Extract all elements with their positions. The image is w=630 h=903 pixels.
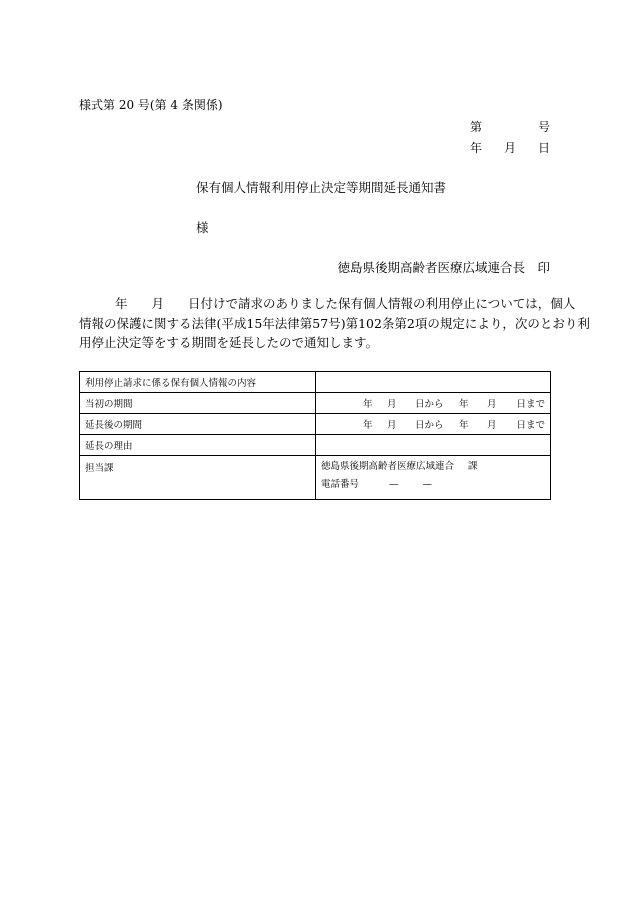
phone-line xyxy=(321,478,545,496)
period-month-end: 月 xyxy=(487,420,497,431)
date-month: 月 xyxy=(503,141,516,155)
table-row xyxy=(80,435,551,456)
phone-label: 電話番号 xyxy=(321,479,360,490)
row-label-initial-period: 当初の期間 xyxy=(80,393,316,414)
phone-dash-1: — xyxy=(389,479,399,490)
period-year-end: 年 xyxy=(459,399,469,410)
period-year-end: 年 xyxy=(459,420,469,431)
department-line xyxy=(321,460,545,478)
department-org: 徳島県後期高齢者医療広域連合 xyxy=(321,461,455,472)
form-label: 様式第 20 号(第 4 条関係) xyxy=(79,98,223,112)
date-year: 年 xyxy=(470,141,483,155)
body-line-1 xyxy=(79,294,576,314)
row-value-initial-period xyxy=(316,393,551,414)
period-from: 日から xyxy=(415,420,444,431)
period-year: 年 xyxy=(363,420,373,431)
addressee: 様 xyxy=(196,220,209,235)
period-month-end: 月 xyxy=(487,399,497,410)
table-row xyxy=(80,414,551,435)
number-prefix: 第 xyxy=(470,120,483,134)
period-month: 月 xyxy=(387,420,397,431)
phone-dash-2: — xyxy=(422,479,433,490)
table-row xyxy=(80,393,551,414)
document-title: 保有個人情報利用停止決定等期間延長通知書 xyxy=(196,180,447,195)
document-date xyxy=(470,139,550,156)
department-suffix: 課 xyxy=(468,461,478,472)
row-label-extended-period: 延長後の期間 xyxy=(80,414,316,435)
row-value-content xyxy=(316,372,551,393)
row-label-reason: 延長の理由 xyxy=(80,435,316,456)
table-row xyxy=(80,372,551,393)
sender: 徳島県後期高齢者医療広域連合長 印 xyxy=(337,260,550,275)
number-suffix: 号 xyxy=(537,120,550,134)
body-month: 月 xyxy=(151,296,165,311)
date-day: 日 xyxy=(537,141,550,155)
row-value-extended-period xyxy=(316,414,551,435)
period-month: 月 xyxy=(387,399,397,410)
period-until: 日まで xyxy=(516,399,545,410)
row-label-department: 担当課 xyxy=(80,456,316,500)
period-year: 年 xyxy=(363,399,373,410)
info-table xyxy=(79,371,551,500)
body-line-2: 情報の保護に関する法律(平成15年法律第57号)第102条第2項の規定により，次のとおり利 xyxy=(79,315,590,331)
row-value-department xyxy=(316,456,551,500)
row-label-content: 利用停止請求に係る保有個人情報の内容 xyxy=(80,372,316,393)
body-text xyxy=(79,294,590,353)
body-line-3: 用停止決定等をする期間を延長したので通知します。 xyxy=(79,335,379,350)
document-number xyxy=(470,118,550,135)
period-from: 日から xyxy=(415,399,444,410)
table-row xyxy=(80,456,551,500)
row-value-reason xyxy=(316,435,551,456)
body-year: 年 xyxy=(115,296,128,311)
body-line-1-text: 日付けで請求のありました保有個人情報の利用停止については，個人 xyxy=(188,296,576,311)
period-until: 日まで xyxy=(516,420,545,431)
